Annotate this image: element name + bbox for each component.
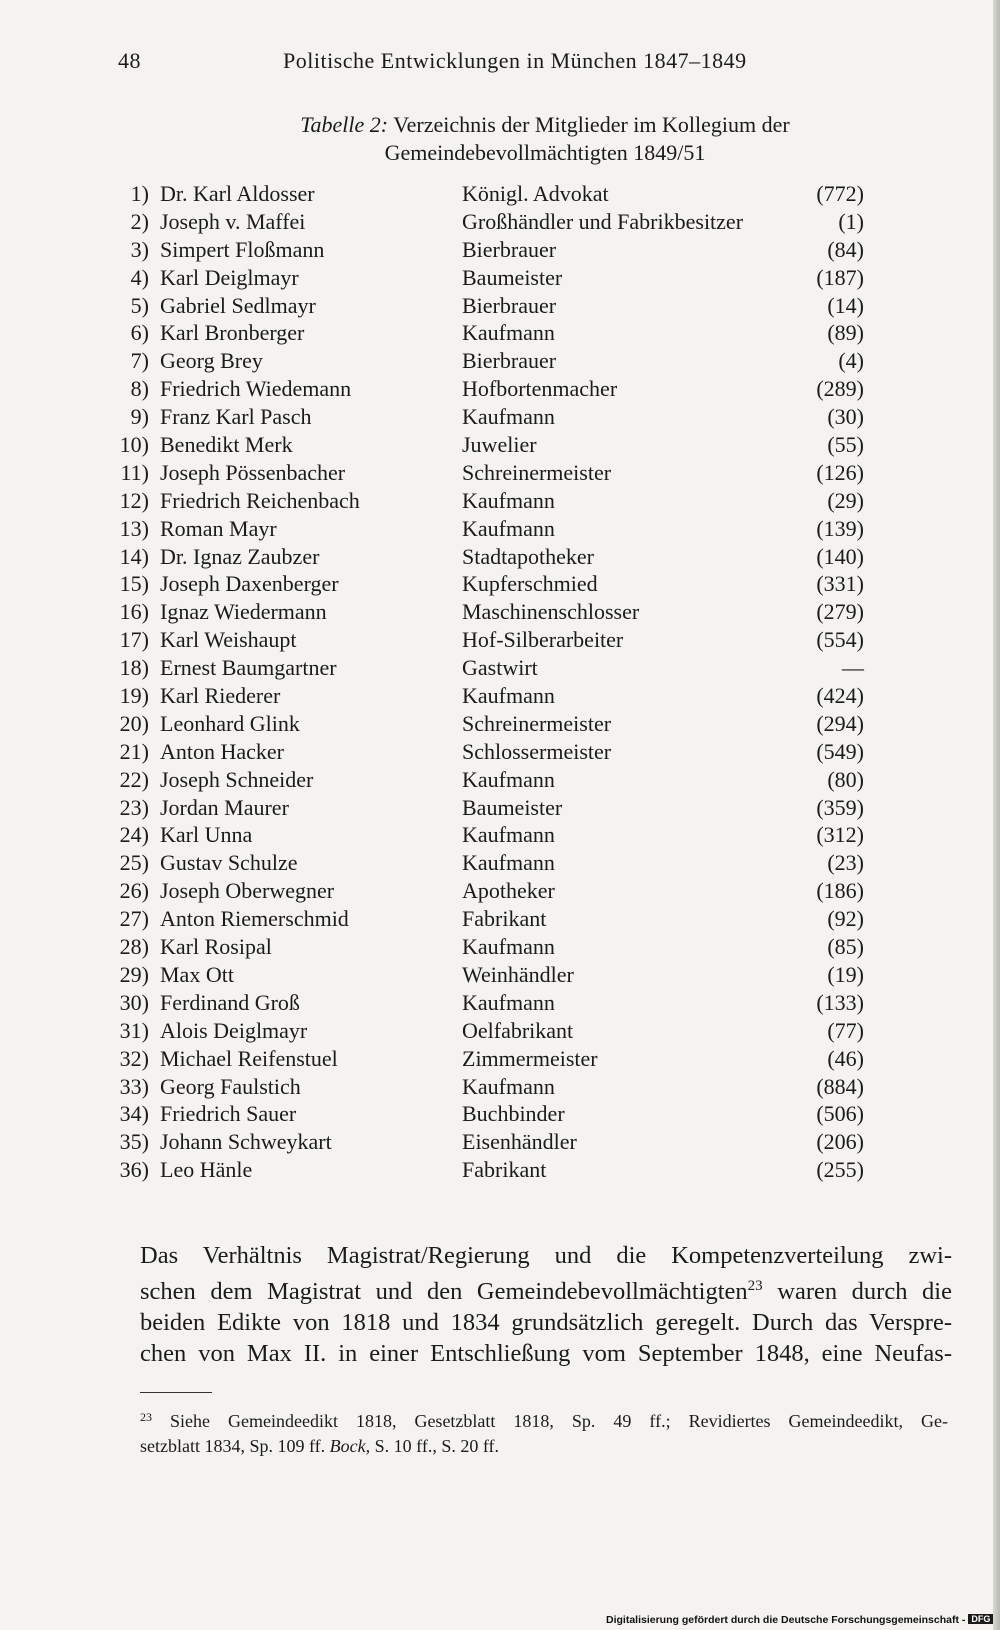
member-name: Michael Reifenstuel — [160, 1045, 338, 1071]
member-name: Max Ott — [160, 961, 234, 987]
member-profession: Gastwirt — [462, 655, 538, 681]
table-row — [0, 319, 1000, 347]
row-number: 2) — [130, 208, 149, 234]
row-number: 27) — [119, 906, 149, 932]
member-count: (19) — [827, 961, 864, 987]
row-number: 19) — [119, 683, 149, 709]
member-count: (506) — [816, 1101, 864, 1127]
caption-title: Verzeichnis der Mitglieder im Kollegium der — [393, 112, 790, 137]
row-number: 36) — [119, 1157, 149, 1183]
digitization-notice — [606, 1614, 992, 1628]
row-number: 17) — [119, 627, 149, 653]
member-name: Dr. Karl Aldosser — [160, 181, 315, 206]
table-row — [0, 515, 1000, 543]
member-count: (80) — [827, 766, 864, 792]
member-name: Franz Karl Pasch — [160, 404, 312, 430]
page-number: 48 — [118, 48, 141, 73]
member-count: (294) — [816, 710, 864, 736]
table-row — [0, 431, 1000, 459]
member-profession: Schlossermeister — [462, 738, 612, 764]
table-row — [0, 821, 1000, 849]
member-name: Anton Hacker — [160, 738, 285, 764]
member-profession: Weinhändler — [462, 961, 574, 987]
row-number: 6) — [130, 320, 149, 346]
row-number: 32) — [119, 1045, 149, 1071]
table-row — [0, 654, 1000, 682]
member-count: (126) — [816, 459, 864, 485]
member-table — [0, 180, 1000, 1184]
member-profession: Kaufmann — [462, 515, 555, 541]
table-row — [0, 766, 1000, 794]
member-name: Dr. Ignaz Zaubzer — [160, 543, 320, 569]
member-name: Friedrich Reichenbach — [160, 487, 360, 513]
table-row — [0, 1100, 1000, 1128]
footnote-divider — [140, 1392, 212, 1393]
member-count: (289) — [816, 376, 864, 402]
member-name: Joseph v. Maffei — [160, 208, 306, 234]
body-paragraph — [140, 1240, 952, 1369]
row-number: 9) — [130, 404, 149, 430]
table-row — [0, 236, 1000, 264]
table-row — [0, 570, 1000, 598]
member-profession: Kaufmann — [462, 320, 555, 346]
row-number: 20) — [119, 710, 149, 736]
member-name: Jordan Maurer — [160, 794, 289, 820]
caption-line-1 — [220, 111, 870, 139]
member-count: (187) — [816, 264, 864, 290]
member-name: Joseph Pössenbacher — [160, 459, 346, 485]
member-name: Johann Schweykart — [160, 1129, 332, 1155]
table-row — [0, 347, 1000, 375]
caption-label: Tabelle 2: — [300, 112, 389, 137]
row-number: 28) — [119, 934, 149, 960]
member-profession: Eisenhändler — [462, 1129, 577, 1155]
table-row — [0, 989, 1000, 1017]
member-count: (772) — [816, 181, 864, 206]
member-name: Karl Deiglmayr — [160, 264, 299, 290]
member-name: Karl Unna — [160, 822, 253, 848]
table-caption — [220, 111, 870, 167]
member-profession: Fabrikant — [462, 906, 547, 932]
member-count: (77) — [827, 1017, 864, 1043]
footnote-text: S. 10 ff., S. 20 ff. — [370, 1436, 499, 1456]
table-row — [0, 710, 1000, 738]
member-count: (133) — [816, 989, 864, 1015]
member-profession: Kupferschmied — [462, 571, 598, 597]
member-count: (140) — [816, 543, 864, 569]
member-profession: Baumeister — [462, 794, 563, 820]
body-line-text: schen dem Magistrat und den Gemeindebevollmächtigten — [140, 1278, 748, 1305]
row-number: 30) — [119, 989, 149, 1015]
member-name: Gabriel Sedlmayr — [160, 292, 316, 318]
dfg-logo: DFG — [968, 1614, 993, 1624]
table-row — [0, 1073, 1000, 1101]
table-row — [0, 403, 1000, 431]
table-row — [0, 180, 1000, 208]
row-number: 12) — [119, 487, 149, 513]
member-profession: Maschinenschlosser — [462, 599, 640, 625]
member-profession: Baumeister — [462, 264, 563, 290]
row-number: 11) — [120, 459, 149, 485]
member-count: (29) — [827, 487, 864, 513]
row-number: 25) — [119, 850, 149, 876]
row-number: 10) — [119, 432, 149, 458]
table-row — [0, 292, 1000, 320]
row-number: 3) — [130, 236, 149, 262]
row-number: 21) — [119, 738, 149, 764]
member-name: Alois Deiglmayr — [160, 1017, 308, 1043]
member-count: (255) — [816, 1157, 864, 1183]
member-count: (554) — [816, 627, 864, 653]
footnote — [140, 1405, 948, 1459]
row-number: 26) — [119, 878, 149, 904]
member-name: Gustav Schulze — [160, 850, 298, 876]
table-row — [0, 905, 1000, 933]
member-name: Joseph Oberwegner — [160, 878, 335, 904]
table-row — [0, 877, 1000, 905]
row-number: 24) — [119, 822, 149, 848]
footnote-text: setzblatt 1834, Sp. 109 ff. — [140, 1436, 330, 1456]
row-number: 29) — [119, 961, 149, 987]
member-profession: Kaufmann — [462, 934, 555, 960]
member-profession: Kaufmann — [462, 683, 555, 709]
digitization-text: Digitalisierung gefördert durch die Deutsche Forschungsgemeinschaft - — [606, 1614, 966, 1626]
row-number: 34) — [119, 1101, 149, 1127]
table-row — [0, 487, 1000, 515]
member-count: (23) — [827, 850, 864, 876]
member-name: Friedrich Sauer — [160, 1101, 297, 1127]
footnote-reference: 23 — [747, 1278, 763, 1294]
row-number: 8) — [130, 376, 149, 402]
member-count: (549) — [816, 738, 864, 764]
member-profession: Apotheker — [462, 878, 555, 904]
member-count: (186) — [816, 878, 864, 904]
member-profession: Kaufmann — [462, 487, 555, 513]
member-profession: Buchbinder — [462, 1101, 565, 1127]
member-profession: Kaufmann — [462, 766, 555, 792]
footnote-text: Siehe Gemeindeedikt 1818, Gesetzblatt 1818, Sp. 49 ff.; Revidiertes Gemeindeedikt, Ge- — [170, 1411, 948, 1431]
table-row — [0, 598, 1000, 626]
table-row — [0, 1128, 1000, 1156]
member-count: (85) — [827, 934, 864, 960]
member-name: Ferdinand Groß — [160, 989, 300, 1015]
row-number: 4) — [130, 264, 149, 290]
member-count: (30) — [827, 404, 864, 430]
table-row — [0, 208, 1000, 236]
member-name: Ignaz Wiedermann — [160, 599, 327, 625]
table-row — [0, 961, 1000, 989]
member-name: Leo Hänle — [160, 1157, 253, 1183]
page-header — [118, 48, 818, 78]
row-number: 35) — [119, 1129, 149, 1155]
row-number: 22) — [119, 766, 149, 792]
member-count: (55) — [827, 432, 864, 458]
member-name: Roman Mayr — [160, 515, 277, 541]
caption-line-2: Gemeindebevollmächtigten 1849/51 — [384, 140, 706, 165]
member-count: (279) — [816, 599, 864, 625]
row-number: 18) — [119, 655, 149, 681]
body-line-text: waren durch die — [762, 1278, 952, 1305]
member-count: (884) — [816, 1073, 864, 1099]
member-name: Joseph Schneider — [160, 766, 314, 792]
row-number: 1) — [130, 181, 149, 206]
member-name: Benedikt Merk — [160, 432, 293, 458]
member-count: (331) — [816, 571, 864, 597]
row-number: 14) — [119, 543, 149, 569]
table-row — [0, 543, 1000, 571]
table-row — [0, 1017, 1000, 1045]
member-profession: Bierbrauer — [462, 292, 557, 318]
member-count: (46) — [827, 1045, 864, 1071]
footnote-author: Bock, — [329, 1436, 371, 1456]
table-row — [0, 1045, 1000, 1073]
body-line: beiden Edikte von 1818 und 1834 grundsätzlich geregelt. Durch das Verspre- — [140, 1309, 952, 1336]
row-number: 31) — [119, 1017, 149, 1043]
footnote-line — [140, 1405, 948, 1434]
member-profession: Großhändler und Fabrikbesitzer — [462, 208, 744, 234]
member-count: (206) — [816, 1129, 864, 1155]
member-profession: Juwelier — [462, 432, 537, 458]
table-row — [0, 933, 1000, 961]
member-profession: Schreinermeister — [462, 710, 612, 736]
member-name: Karl Bronberger — [160, 320, 305, 346]
table-row — [0, 459, 1000, 487]
member-profession: Kaufmann — [462, 404, 555, 430]
member-name: Georg Brey — [160, 348, 263, 374]
member-name: Friedrich Wiedemann — [160, 376, 352, 402]
row-number: 15) — [119, 571, 149, 597]
table-row — [0, 794, 1000, 822]
member-count: (84) — [827, 236, 864, 262]
table-row — [0, 626, 1000, 654]
member-count: (424) — [816, 683, 864, 709]
member-profession: Hofbortenmacher — [462, 376, 618, 402]
member-profession: Fabrikant — [462, 1157, 547, 1183]
table-row — [0, 375, 1000, 403]
member-name: Karl Riederer — [160, 683, 281, 709]
member-count: (89) — [827, 320, 864, 346]
table-row — [0, 1156, 1000, 1184]
row-number: 16) — [119, 599, 149, 625]
member-count: (4) — [838, 348, 864, 374]
row-number: 5) — [130, 292, 149, 318]
member-count: (312) — [816, 822, 864, 848]
member-profession: Kaufmann — [462, 1073, 555, 1099]
row-number: 13) — [119, 515, 149, 541]
member-profession: Bierbrauer — [462, 348, 557, 374]
table-row — [0, 682, 1000, 710]
table-row — [0, 849, 1000, 877]
member-count: (1) — [838, 208, 864, 234]
member-name: Simpert Floßmann — [160, 236, 325, 262]
member-name: Ernest Baumgartner — [160, 655, 337, 681]
table-row — [0, 264, 1000, 292]
body-line: Das Verhältnis Magistrat/Regierung und die Kompetenzverteilung zwi- — [140, 1242, 952, 1269]
table-row — [0, 738, 1000, 766]
member-count: (92) — [827, 906, 864, 932]
member-profession: Kaufmann — [462, 850, 555, 876]
member-profession: Zimmermeister — [462, 1045, 598, 1071]
member-profession: Bierbrauer — [462, 236, 557, 262]
body-line: chen von Max II. in einer Entschließung vom September 1848, eine Neufas- — [140, 1340, 952, 1367]
member-count: (359) — [816, 794, 864, 820]
row-number: 33) — [119, 1073, 149, 1099]
member-name: Karl Weishaupt — [160, 627, 297, 653]
row-number: 23) — [119, 794, 149, 820]
footnote-line — [140, 1434, 948, 1459]
member-profession: Oelfabrikant — [462, 1017, 574, 1043]
member-profession: Kaufmann — [462, 822, 555, 848]
member-name: Karl Rosipal — [160, 934, 272, 960]
running-title: Politische Entwicklungen in München 1847–1849 — [283, 48, 747, 73]
member-profession: Stadtapotheker — [462, 543, 594, 569]
footnote-marker: 23 — [140, 1410, 152, 1424]
member-name: Anton Riemerschmid — [160, 906, 349, 932]
member-count: (14) — [827, 292, 864, 318]
member-name: Leonhard Glink — [160, 710, 300, 736]
member-name: Georg Faulstich — [160, 1073, 301, 1099]
row-number: 7) — [130, 348, 149, 374]
member-count: — — [842, 655, 864, 681]
member-count: (139) — [816, 515, 864, 541]
member-profession: Königl. Advokat — [462, 181, 609, 206]
member-profession: Schreinermeister — [462, 459, 612, 485]
member-name: Joseph Daxenberger — [160, 571, 339, 597]
member-profession: Kaufmann — [462, 989, 555, 1015]
body-line — [140, 1271, 952, 1307]
member-profession: Hof-Silberarbeiter — [462, 627, 624, 653]
